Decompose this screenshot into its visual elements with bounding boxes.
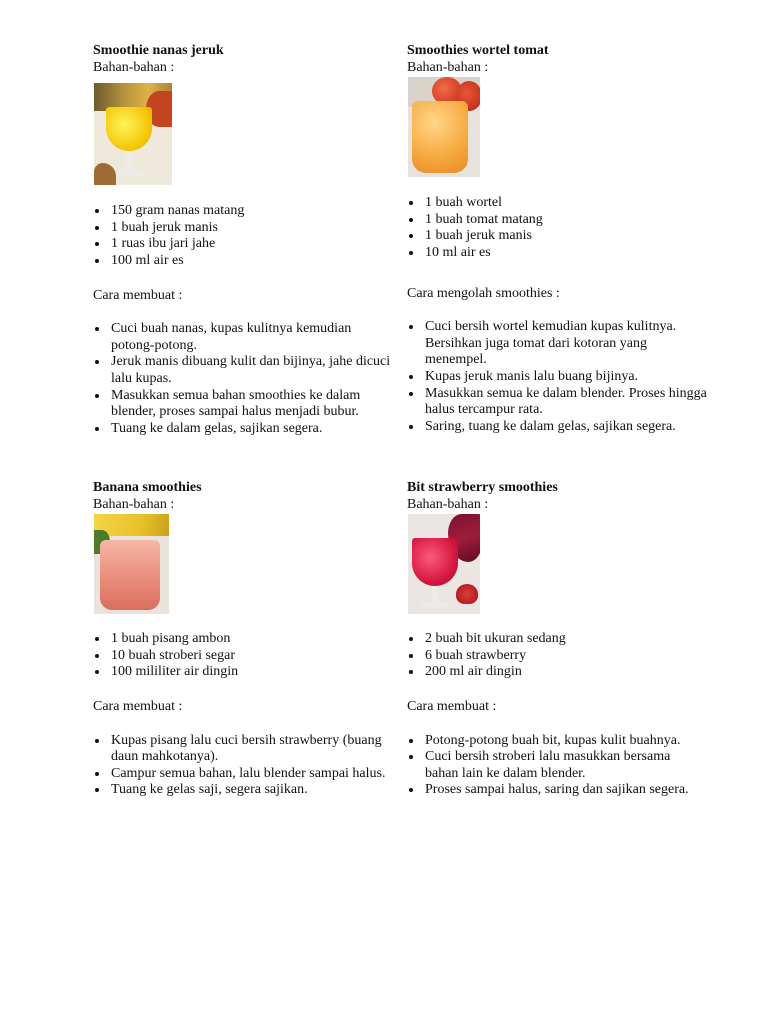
ingredients-label: Bahan-bahan : <box>407 496 489 512</box>
list-item: 200 ml air dingin <box>425 664 707 681</box>
list-item: Cuci bersih wortel kemudian kupas kulitnya. Bersihkan juga tomat dari kotoran yang menempel. <box>425 319 707 369</box>
recipe-smoothie-nanas-jeruk <box>93 43 393 437</box>
list-item: 1 ruas ibu jari jahe <box>111 236 393 253</box>
list-item: 150 gram nanas matang <box>111 203 393 220</box>
list-item: Proses sampai halus, saring dan sajikan segera. <box>425 782 707 799</box>
list-item: Kupas jeruk manis lalu buang bijinya. <box>425 369 707 386</box>
list-item: 100 ml air es <box>111 253 393 270</box>
ingredients-list <box>93 631 393 681</box>
list-item: 1 buah jeruk manis <box>111 220 393 237</box>
ingredients-label: Bahan-bahan : <box>407 59 489 75</box>
method-label: Cara membuat : <box>93 698 183 714</box>
method-label: Cara mengolah smoothies : <box>407 285 560 301</box>
list-item: 10 ml air es <box>425 245 707 262</box>
banana-strawberry-smoothie-photo <box>94 514 169 614</box>
list-item: 1 buah pisang ambon <box>111 631 393 648</box>
list-item: Tuang ke dalam gelas, sajikan segera. <box>111 421 393 438</box>
ingredients-list <box>407 631 707 681</box>
ingredients-label: Bahan-bahan : <box>93 59 175 75</box>
beet-strawberry-smoothie-photo <box>408 514 480 614</box>
list-item: Tuang ke gelas saji, segera sajikan. <box>111 782 393 799</box>
list-item: Masukkan semua bahan smoothies ke dalam blender, proses sampai halus menjadi bubur. <box>111 388 393 421</box>
list-item: Jeruk manis dibuang kulit dan bijinya, jahe dicuci lalu kupas. <box>111 354 393 387</box>
list-item: 10 buah stroberi segar <box>111 648 393 665</box>
recipe-title: Smoothies wortel tomat <box>407 43 549 58</box>
recipe-title: Banana smoothies <box>93 480 202 495</box>
list-item: Campur semua bahan, lalu blender sampai halus. <box>111 766 393 783</box>
list-item: 1 buah wortel <box>425 195 707 212</box>
steps-list <box>93 321 393 437</box>
list-item: Saring, tuang ke dalam gelas, sajikan segera. <box>425 419 707 436</box>
recipe-banana-smoothies <box>93 480 393 799</box>
list-item: 6 buah strawberry <box>425 648 707 665</box>
steps-list <box>407 319 707 435</box>
list-item: Potong-potong buah bit, kupas kulit buahnya. <box>425 733 707 750</box>
recipe-smoothies-wortel-tomat <box>407 43 707 435</box>
list-item: 1 buah tomat matang <box>425 212 707 229</box>
ingredients-label: Bahan-bahan : <box>93 496 175 512</box>
list-item: Cuci bersih stroberi lalu masukkan bersama bahan lain ke dalam blender. <box>425 749 707 782</box>
ingredients-list <box>407 195 707 261</box>
ingredients-list <box>93 203 393 269</box>
list-item: Kupas pisang lalu cuci bersih strawberry (buang daun mahkotanya). <box>111 733 393 766</box>
list-item: 100 mililiter air dingin <box>111 664 393 681</box>
recipe-title: Bit strawberry smoothies <box>407 480 558 495</box>
list-item: Cuci buah nanas, kupas kulitnya kemudian potong-potong. <box>111 321 393 354</box>
recipe-bit-strawberry-smoothies <box>407 480 707 799</box>
list-item: Masukkan semua ke dalam blender. Proses hingga halus tercampur rata. <box>425 385 707 418</box>
recipe-title: Smoothie nanas jeruk <box>93 43 224 58</box>
list-item: 2 buah bit ukuran sedang <box>425 631 707 648</box>
list-item: 1 buah jeruk manis <box>425 228 707 245</box>
steps-list <box>93 733 393 799</box>
steps-list <box>407 733 707 799</box>
method-label: Cara membuat : <box>407 698 497 714</box>
method-label: Cara membuat : <box>93 287 183 303</box>
pineapple-orange-smoothie-photo <box>94 83 172 185</box>
carrot-tomato-smoothie-photo <box>408 77 480 177</box>
